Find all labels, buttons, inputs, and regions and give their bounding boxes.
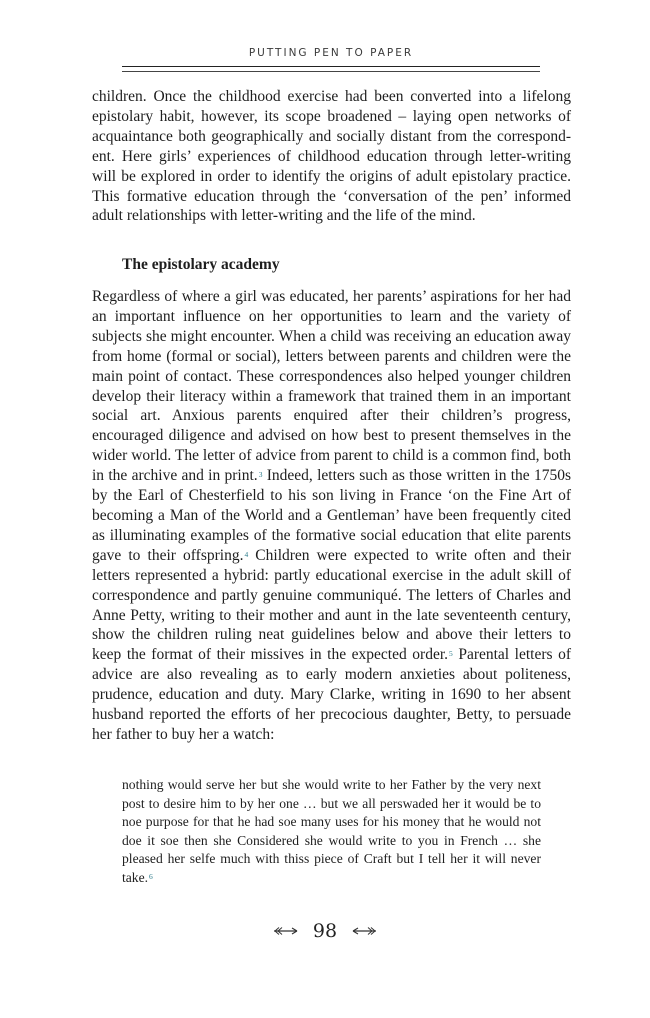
folio — [0, 918, 650, 944]
footnote-ref-3[interactable]: 3 — [258, 470, 263, 480]
footnote-ref-5[interactable]: 5 — [449, 649, 453, 659]
header-rule-thick — [122, 66, 540, 67]
running-head: PUTTING PEN TO PAPER — [248, 47, 414, 59]
paragraph-2-text-c: Children were expected to write often and their letters represented a hybrid: partly educational exercise in the adult skill of correspondence and partly genuine communiqué. The letters of Charles and Anne Petty, writing to their mother and aunt in the late seventeenth century, show the children ruling neat guidelines below and above their letters to keep the format of their missives in the expected order. — [92, 546, 571, 664]
header-rule-thin — [122, 71, 540, 72]
section-heading: The epistolary academy — [122, 256, 280, 273]
paragraph-2-text-b: Indeed, letters such as those written in the 1750s by the Earl of Chesterfield to his son living in France ‘on the Fine Art of becoming a Man of the World and a Gentleman’ have been frequently cited as illuminating examples of the formative social education that elite parents gave to their offspring. — [92, 467, 572, 564]
footnote-ref-4[interactable]: 4 — [244, 549, 249, 559]
page-number: 98 — [312, 920, 338, 942]
right-ornament-icon — [351, 925, 377, 937]
body-paragraph-1: children. Once the childhood exercise had been converted into a lifelong epistolary habit, however, its scope broadened – laying open networks of acquaintance both geographically and socially distant from the correspondent. Here girls’ experiences of childhood education through letter-writing will be explored in order to identify the origins of adult epistolary practice. This formative education through the ‘conversation of the pen’ informed adult relationships with letter-writing and the life of the mind. — [92, 88, 571, 225]
body-paragraph-2 — [92, 287, 571, 745]
block-quote — [122, 776, 541, 888]
paragraph-2-text-a: Regardless of where a girl was educated, her parents’ aspirations for her had an important influence on her opportunities to learn and the variety of subjects she might encounter. When a child was receiving an education away from home (formal or social), letters between parents and children were the main point of contact. These correspondences also helped younger children develop their literacy within a framework that trained them in an important social art. Anxious parents enquired after their children’s progress, encouraged diligence and advised on how best to present themselves in the wider world. The letter of advice from parent to child is a common find, both in the archive and in print. — [92, 288, 571, 485]
paragraph-2-text-d: Parental letters of advice are also revealing as to early modern anxieties about politeness, prudence, education and duty. Mary Clarke, writing in 1690 to her absent husband reported the efforts of her precocious daughter, Betty, to persuade her father to buy her a watch: — [92, 646, 571, 743]
block-quote-text: nothing would serve her but she would write to her Father by the very next post to desire him to by her one … but we all perswaded her it would be to noe purpose for that he had soe many uses for his money that he would not doe it soe then she Considered she would write to you in French … she pleased her selfe much with thiss piece of Craft but I tell her it will never take. — [122, 777, 541, 885]
footnote-ref-6[interactable]: 6 — [149, 871, 153, 881]
left-ornament-icon — [273, 925, 299, 937]
